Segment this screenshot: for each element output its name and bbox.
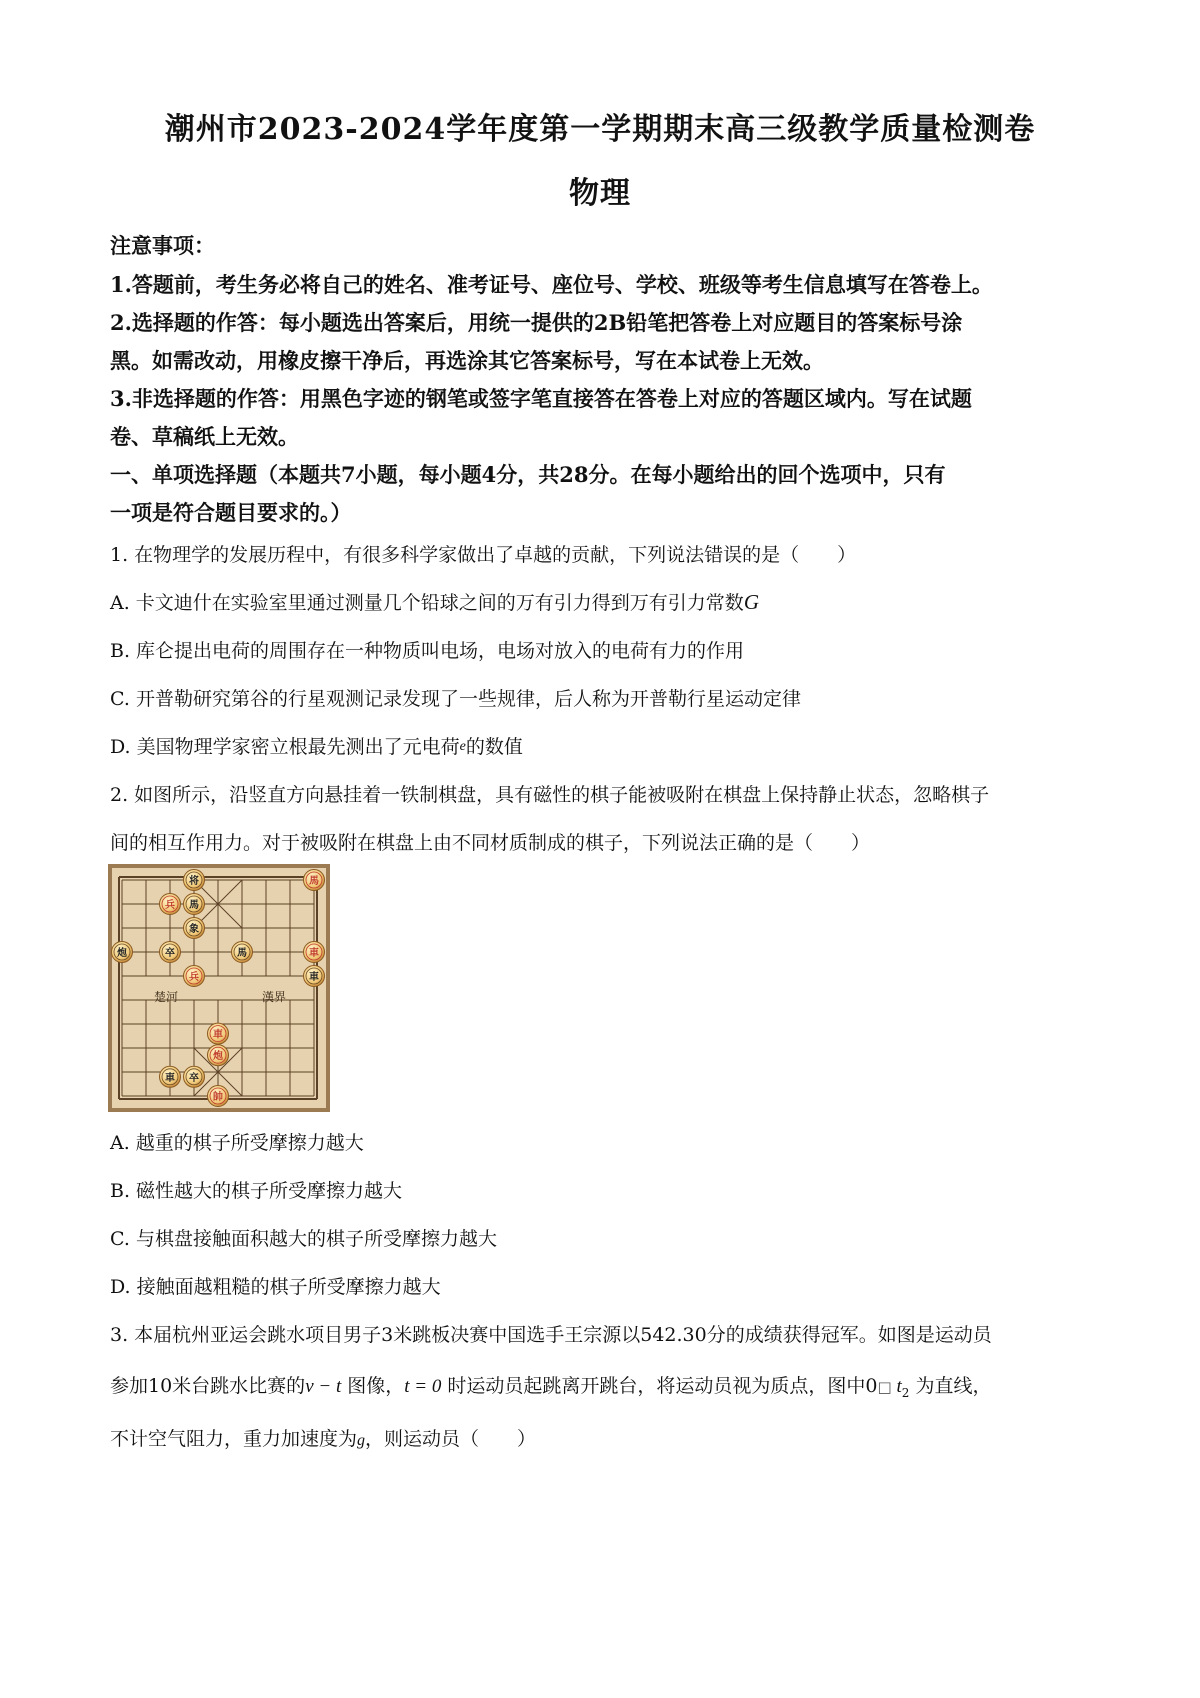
subject-title: 物理 (569, 176, 631, 211)
river-left-label: 楚河 (153, 990, 179, 1004)
notice-line-4: 3.非选择题的作答：用黑色字迹的钢笔或签字笔直接答在答卷上对应的答题区域内。写在试题 (110, 386, 972, 411)
question-2-option-a: A. 越重的棋子所受摩擦力越大 (110, 1132, 364, 1154)
piece-label: 帥 (213, 1092, 223, 1103)
chess-board-figure (108, 864, 330, 1112)
chess-piece (208, 1023, 229, 1044)
gravitational-constant-symbol: G (743, 590, 759, 614)
question-1-option-d (110, 732, 523, 759)
question-2-stem-line-2: 间的相互作用力。对于被吸附在棋盘上由不同材质制成的棋子，下列说法正确的是（ ） (110, 832, 871, 854)
section-heading-1: 一、单项选择题（本题共7小题，每小题4分，共28分。在每小题给出的回个选项中，只有 (110, 462, 946, 487)
question-2-option-c: C. 与棋盘接触面积越大的棋子所受摩擦力越大 (110, 1228, 497, 1250)
piece-label: 兵 (189, 972, 199, 983)
piece-label: 象 (189, 924, 199, 935)
question-2-stem-line-1: 2. 如图所示，沿竖直方向悬挂着一铁制棋盘，具有磁性的棋子能被吸附在棋盘上保持静止状态，忽略棋子 (110, 784, 990, 806)
chess-piece (304, 966, 325, 987)
notice-heading: 注意事项： (110, 233, 215, 258)
chess-piece (160, 894, 181, 915)
option-d-text: D. 美国物理学家密立根最先测出了元电荷 (110, 736, 460, 758)
chess-piece (304, 870, 325, 891)
t-equals-zero-symbol: t = 0 (404, 1376, 442, 1397)
notice-line-3: 黑。如需改动，用橡皮擦干净后，再选涂其它答案标号，写在本试卷上无效。 (110, 348, 824, 373)
chess-piece (184, 1066, 205, 1087)
option-a-text: A. 卡文迪什在实验室里通过测量几个铅球之间的万有引力得到万有引力常数 (110, 592, 744, 614)
v-t-symbol: v − t (305, 1376, 342, 1397)
chess-piece (208, 1045, 229, 1066)
chess-piece (184, 894, 205, 915)
section-heading-2: 一项是符合题目要求的。） (110, 500, 352, 525)
piece-label: 車 (213, 1029, 223, 1041)
piece-label: 馬 (309, 876, 319, 887)
piece-label: 卒 (165, 948, 175, 959)
notice-line-1: 1.答题前，考生务必将自己的姓名、准考证号、座位号、学校、班级等考生信息填写在答卷上。 (110, 272, 993, 297)
q3-line2-part-3: 时运动员起跳离开跳台，将运动员视为质点，图中0 (441, 1375, 878, 1397)
piece-label: 卒 (189, 1072, 199, 1084)
piece-label: 兵 (165, 900, 175, 911)
option-d-tail: 的数值 (465, 736, 523, 758)
q3-line2-part-4: 为直线， (909, 1375, 992, 1397)
chess-piece (208, 1086, 229, 1107)
chess-piece (184, 870, 205, 891)
notice-line-2: 2.选择题的作答：每小题选出答案后，用统一提供的2B铅笔把答卷上对应题目的答案标号涂 (110, 310, 963, 335)
chess-piece (160, 1066, 181, 1087)
elementary-charge-symbol: e (459, 739, 466, 754)
piece-label: 将 (189, 876, 199, 887)
chess-piece (160, 942, 181, 963)
question-3-stem-line-1: 3. 本届杭州亚运会跳水项目男子3米跳板决赛中国选手王宗源以542.30分的成绩获得冠军。如图是运动员 (110, 1324, 992, 1346)
piece-label: 馬 (189, 900, 199, 911)
range-glyph: □ (877, 1378, 897, 1396)
chess-piece (232, 942, 253, 963)
chess-piece (304, 942, 325, 963)
chess-piece (112, 942, 133, 963)
g-symbol: g (357, 1432, 366, 1449)
question-1-option-b: B. 库仑提出电荷的周围存在一种物质叫电场，电场对放入的电荷有力的作用 (110, 640, 745, 662)
question-3-stem-line-2 (110, 1371, 1100, 1400)
question-1-stem: 1. 在物理学的发展历程中，有很多科学家做出了卓越的贡献，下列说法错误的是（ ） (110, 544, 857, 566)
question-3-stem-line-3 (110, 1424, 1100, 1451)
chess-piece (184, 966, 205, 987)
piece-label: 馬 (237, 948, 247, 959)
question-1-option-c: C. 开普勒研究第谷的行星观测记录发现了一些规律，后人称为开普勒行星运动定律 (110, 688, 801, 710)
t2-symbol: t (896, 1376, 902, 1397)
piece-label: 炮 (117, 948, 127, 959)
piece-label: 炮 (213, 1051, 223, 1063)
question-1-option-a (110, 588, 759, 615)
notice-line-5: 卷、草稿纸上无效。 (110, 424, 299, 449)
q3-line2-part-2: 图像， (341, 1375, 405, 1397)
t2-subscript: 2 (901, 1385, 910, 1400)
piece-label: 車 (309, 948, 319, 959)
exam-title: 潮州市2023-2024学年度第一学期期末高三级教学质量检测卷 (164, 112, 1036, 147)
piece-label: 車 (309, 972, 319, 983)
piece-label: 車 (165, 1072, 175, 1084)
river-right-label: 漢界 (261, 990, 287, 1004)
q3-line3-part-2: ，则运动员（ ） (365, 1428, 537, 1450)
chess-piece (184, 918, 205, 939)
question-2-option-d: D. 接触面越粗糙的棋子所受摩擦力越大 (110, 1276, 441, 1298)
q3-line3-part-1: 不计空气阻力，重力加速度为 (110, 1428, 358, 1450)
question-2-option-b: B. 磁性越大的棋子所受摩擦力越大 (110, 1180, 403, 1202)
q3-line2-part-1: 参加10米台跳水比赛的 (110, 1375, 306, 1397)
